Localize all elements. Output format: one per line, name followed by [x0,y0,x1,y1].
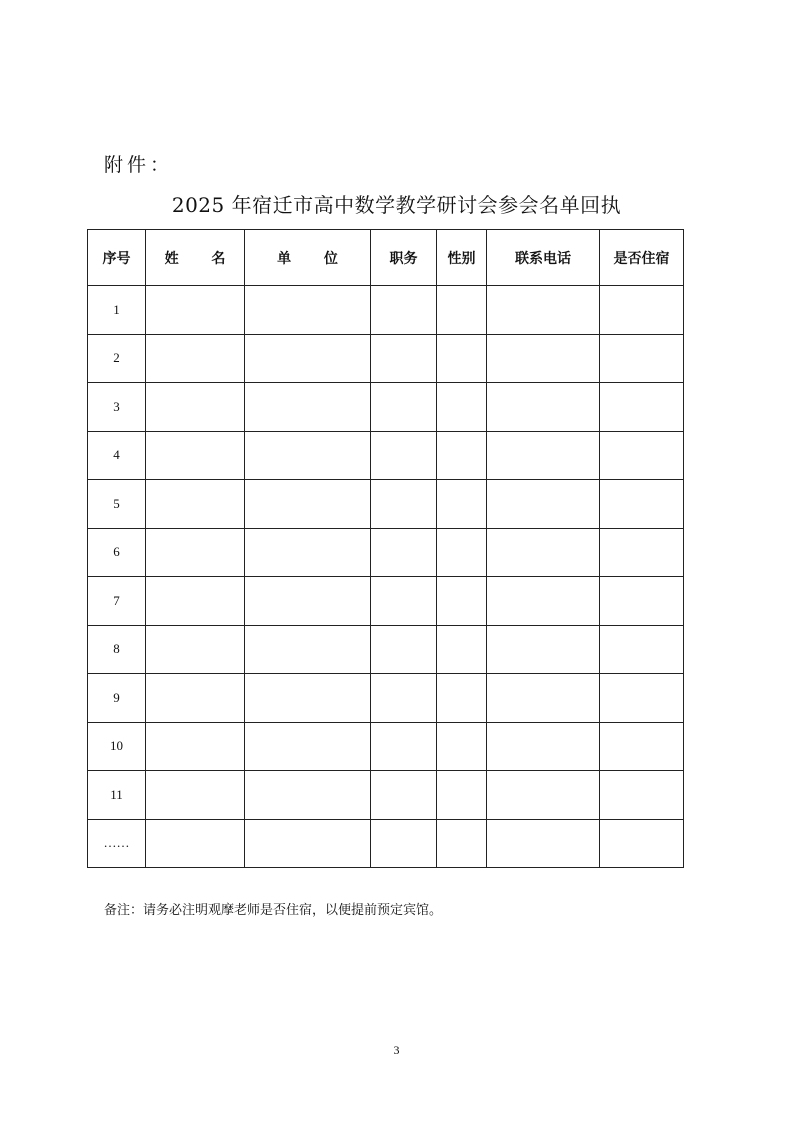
unit-cell[interactable] [245,625,371,674]
accommodation-cell[interactable] [600,528,684,577]
position-cell[interactable] [371,383,437,432]
row-index-cell: 9 [88,674,146,723]
position-cell[interactable] [371,334,437,383]
header-unit: 单 位 [245,230,371,286]
position-cell[interactable] [371,480,437,529]
phone-cell[interactable] [487,480,600,529]
gender-cell[interactable] [437,577,487,626]
row-index-cell: 10 [88,722,146,771]
position-cell[interactable] [371,771,437,820]
phone-cell[interactable] [487,819,600,868]
document-title: 2025 年宿迁市高中数学教学研讨会参会名单回执 [171,193,622,217]
row-index-cell: 8 [88,625,146,674]
unit-cell[interactable] [245,528,371,577]
gender-cell[interactable] [437,819,487,868]
accommodation-cell[interactable] [600,334,684,383]
attachment-label: 附件： [104,154,174,176]
position-cell[interactable] [371,625,437,674]
row-index-cell: 2 [88,334,146,383]
position-cell[interactable] [371,577,437,626]
table-row [88,528,684,577]
phone-cell[interactable] [487,286,600,335]
row-index-cell: 6 [88,528,146,577]
position-cell[interactable] [371,819,437,868]
phone-cell[interactable] [487,722,600,771]
accommodation-cell[interactable] [600,625,684,674]
footnote-remark: 备注：请务必注明观摩老师是否住宿，以便提前预定宾馆。 [104,903,443,918]
row-index-cell: 5 [88,480,146,529]
unit-cell[interactable] [245,286,371,335]
name-cell[interactable] [146,383,245,432]
position-cell[interactable] [371,674,437,723]
accommodation-cell[interactable] [600,819,684,868]
row-index-cell: 11 [88,771,146,820]
header-accommodation: 是否住宿 [600,230,684,286]
accommodation-cell[interactable] [600,383,684,432]
accommodation-cell[interactable] [600,480,684,529]
header-index: 序号 [88,230,146,286]
table-body [88,286,684,868]
name-cell[interactable] [146,722,245,771]
phone-cell[interactable] [487,625,600,674]
gender-cell[interactable] [437,722,487,771]
unit-cell[interactable] [245,431,371,480]
phone-cell[interactable] [487,528,600,577]
accommodation-cell[interactable] [600,674,684,723]
registration-table-container [87,229,683,868]
table-row [88,334,684,383]
position-cell[interactable] [371,722,437,771]
gender-cell[interactable] [437,480,487,529]
gender-cell[interactable] [437,286,487,335]
table-row [88,577,684,626]
unit-cell[interactable] [245,334,371,383]
gender-cell[interactable] [437,334,487,383]
row-index-cell: 4 [88,431,146,480]
name-cell[interactable] [146,674,245,723]
row-index-cell: 1 [88,286,146,335]
phone-cell[interactable] [487,577,600,626]
table-row [88,625,684,674]
phone-cell[interactable] [487,383,600,432]
header-position: 职务 [371,230,437,286]
row-index-cell: …… [88,819,146,868]
name-cell[interactable] [146,528,245,577]
gender-cell[interactable] [437,625,487,674]
unit-cell[interactable] [245,819,371,868]
table-row [88,286,684,335]
position-cell[interactable] [371,528,437,577]
name-cell[interactable] [146,334,245,383]
table-row [88,771,684,820]
header-name: 姓 名 [146,230,245,286]
row-index-cell: 3 [88,383,146,432]
registration-table [87,229,684,868]
phone-cell[interactable] [487,431,600,480]
table-row [88,480,684,529]
name-cell[interactable] [146,480,245,529]
name-cell[interactable] [146,819,245,868]
phone-cell[interactable] [487,771,600,820]
gender-cell[interactable] [437,674,487,723]
header-phone: 联系电话 [487,230,600,286]
table-row [88,383,684,432]
unit-cell[interactable] [245,722,371,771]
gender-cell[interactable] [437,431,487,480]
unit-cell[interactable] [245,480,371,529]
accommodation-cell[interactable] [600,286,684,335]
unit-cell[interactable] [245,577,371,626]
unit-cell[interactable] [245,383,371,432]
gender-cell[interactable] [437,383,487,432]
name-cell[interactable] [146,431,245,480]
table-row [88,431,684,480]
gender-cell[interactable] [437,771,487,820]
accommodation-cell[interactable] [600,771,684,820]
name-cell[interactable] [146,286,245,335]
phone-cell[interactable] [487,334,600,383]
position-cell[interactable] [371,286,437,335]
gender-cell[interactable] [437,528,487,577]
name-cell[interactable] [146,577,245,626]
table-header-row [88,230,684,286]
accommodation-cell[interactable] [600,722,684,771]
table-row [88,674,684,723]
unit-cell[interactable] [245,674,371,723]
table-row [88,819,684,868]
position-cell[interactable] [371,431,437,480]
row-index-cell: 7 [88,577,146,626]
page-number: 3 [393,1043,400,1057]
name-cell[interactable] [146,625,245,674]
accommodation-cell[interactable] [600,431,684,480]
header-gender: 性别 [437,230,487,286]
table-row [88,722,684,771]
accommodation-cell[interactable] [600,577,684,626]
name-cell[interactable] [146,771,245,820]
unit-cell[interactable] [245,771,371,820]
phone-cell[interactable] [487,674,600,723]
